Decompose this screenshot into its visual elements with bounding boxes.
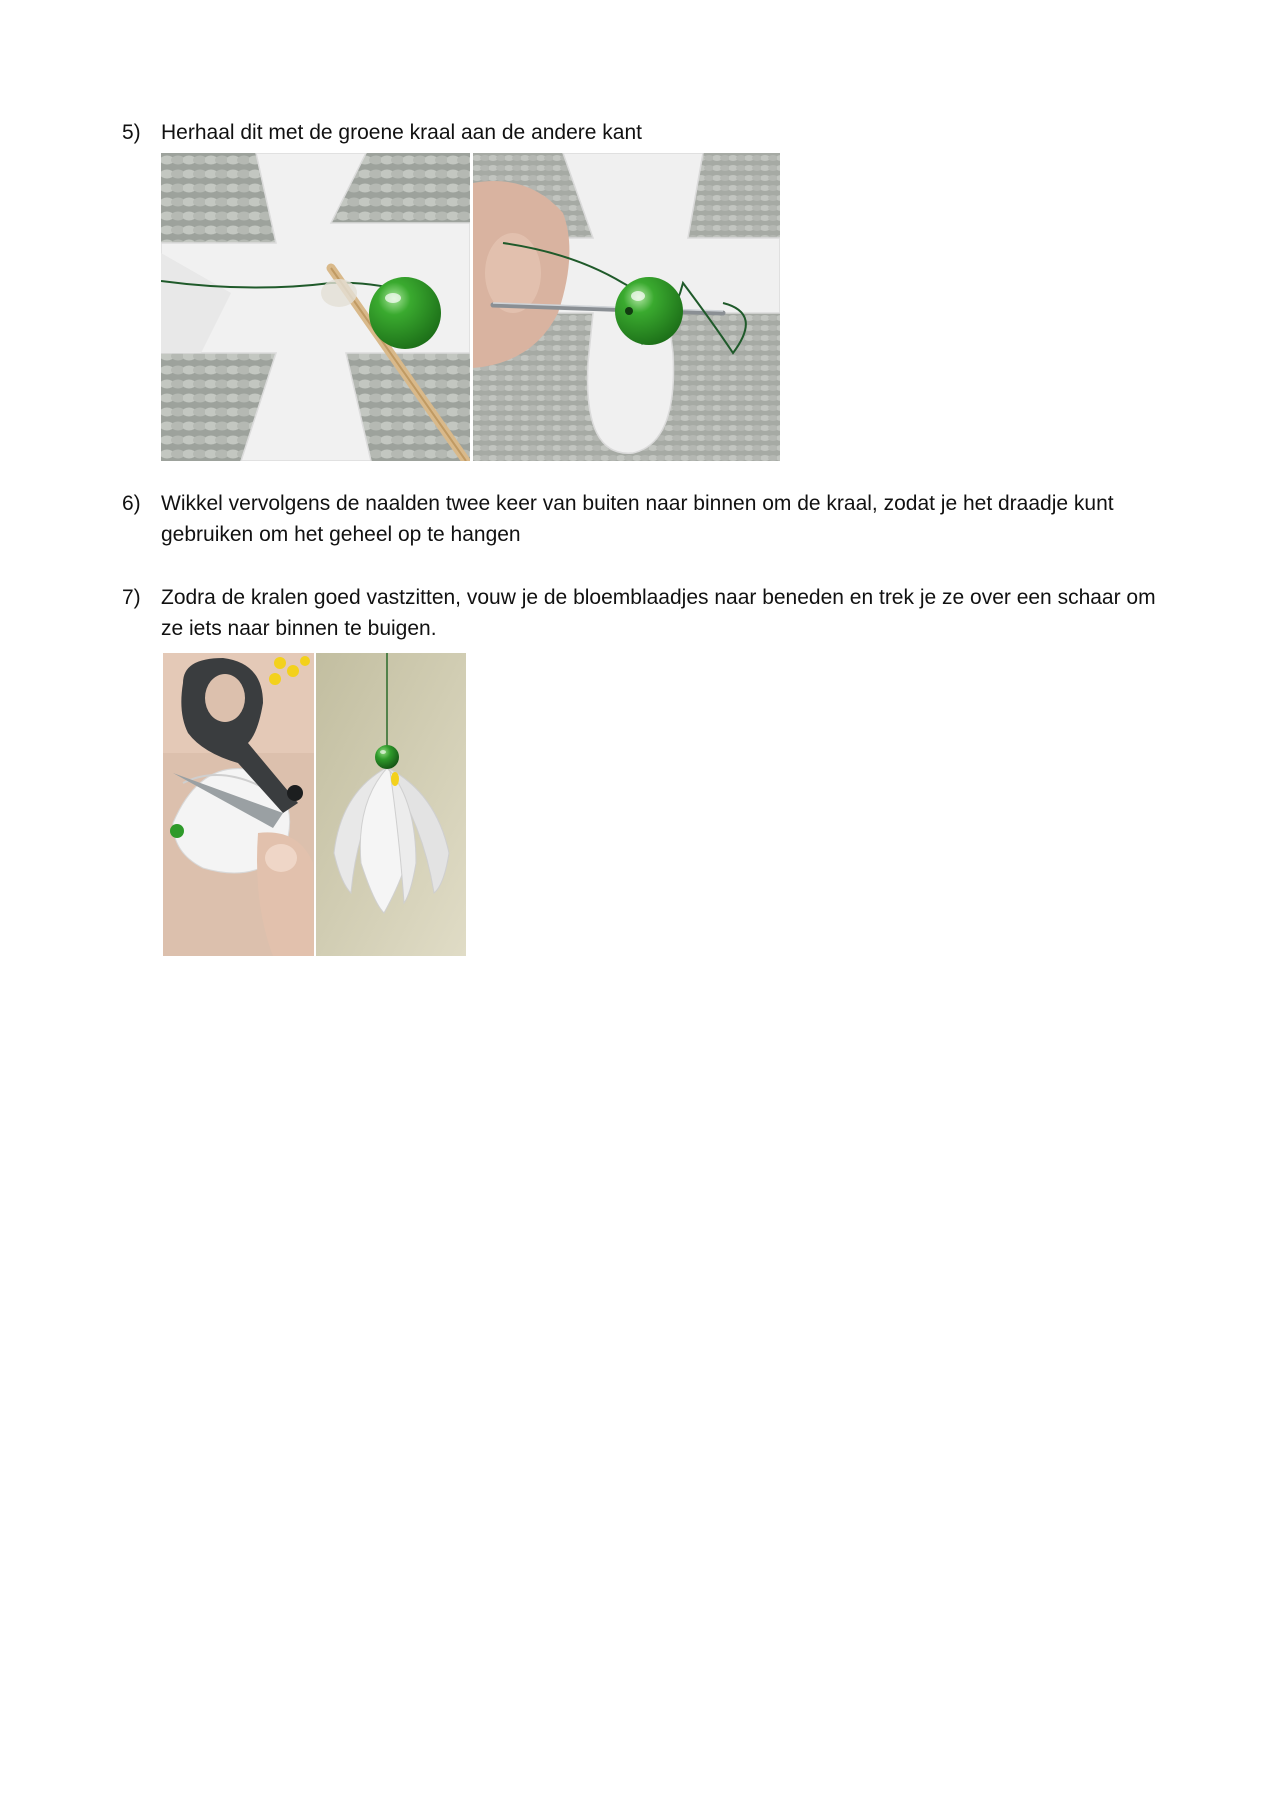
bead-icon <box>615 277 683 345</box>
photo-step7-scissors <box>163 653 314 956</box>
step-text: Wikkel vervolgens de naalden twee keer van buiten naar binnen om de kraal, zodat je het draadje kunt gebruiken om het geheel op te hangen <box>161 492 1114 546</box>
step-text: Herhaal dit met de groene kraal aan de andere kant <box>161 121 642 144</box>
step-number: 5) <box>122 121 141 144</box>
bead-icon <box>369 277 441 349</box>
step-text: Zodra de kralen goed vastzitten, vouw je de bloemblaadjes naar beneden en trek je ze over een schaar om ze iets naar binnen te buigen. <box>161 586 1156 640</box>
photo-step7-finished <box>316 653 466 956</box>
step-number: 6) <box>122 492 141 515</box>
step-number: 7) <box>122 586 141 609</box>
photo-step5-needle <box>473 153 780 461</box>
photo-step5-toothpick <box>161 153 470 461</box>
